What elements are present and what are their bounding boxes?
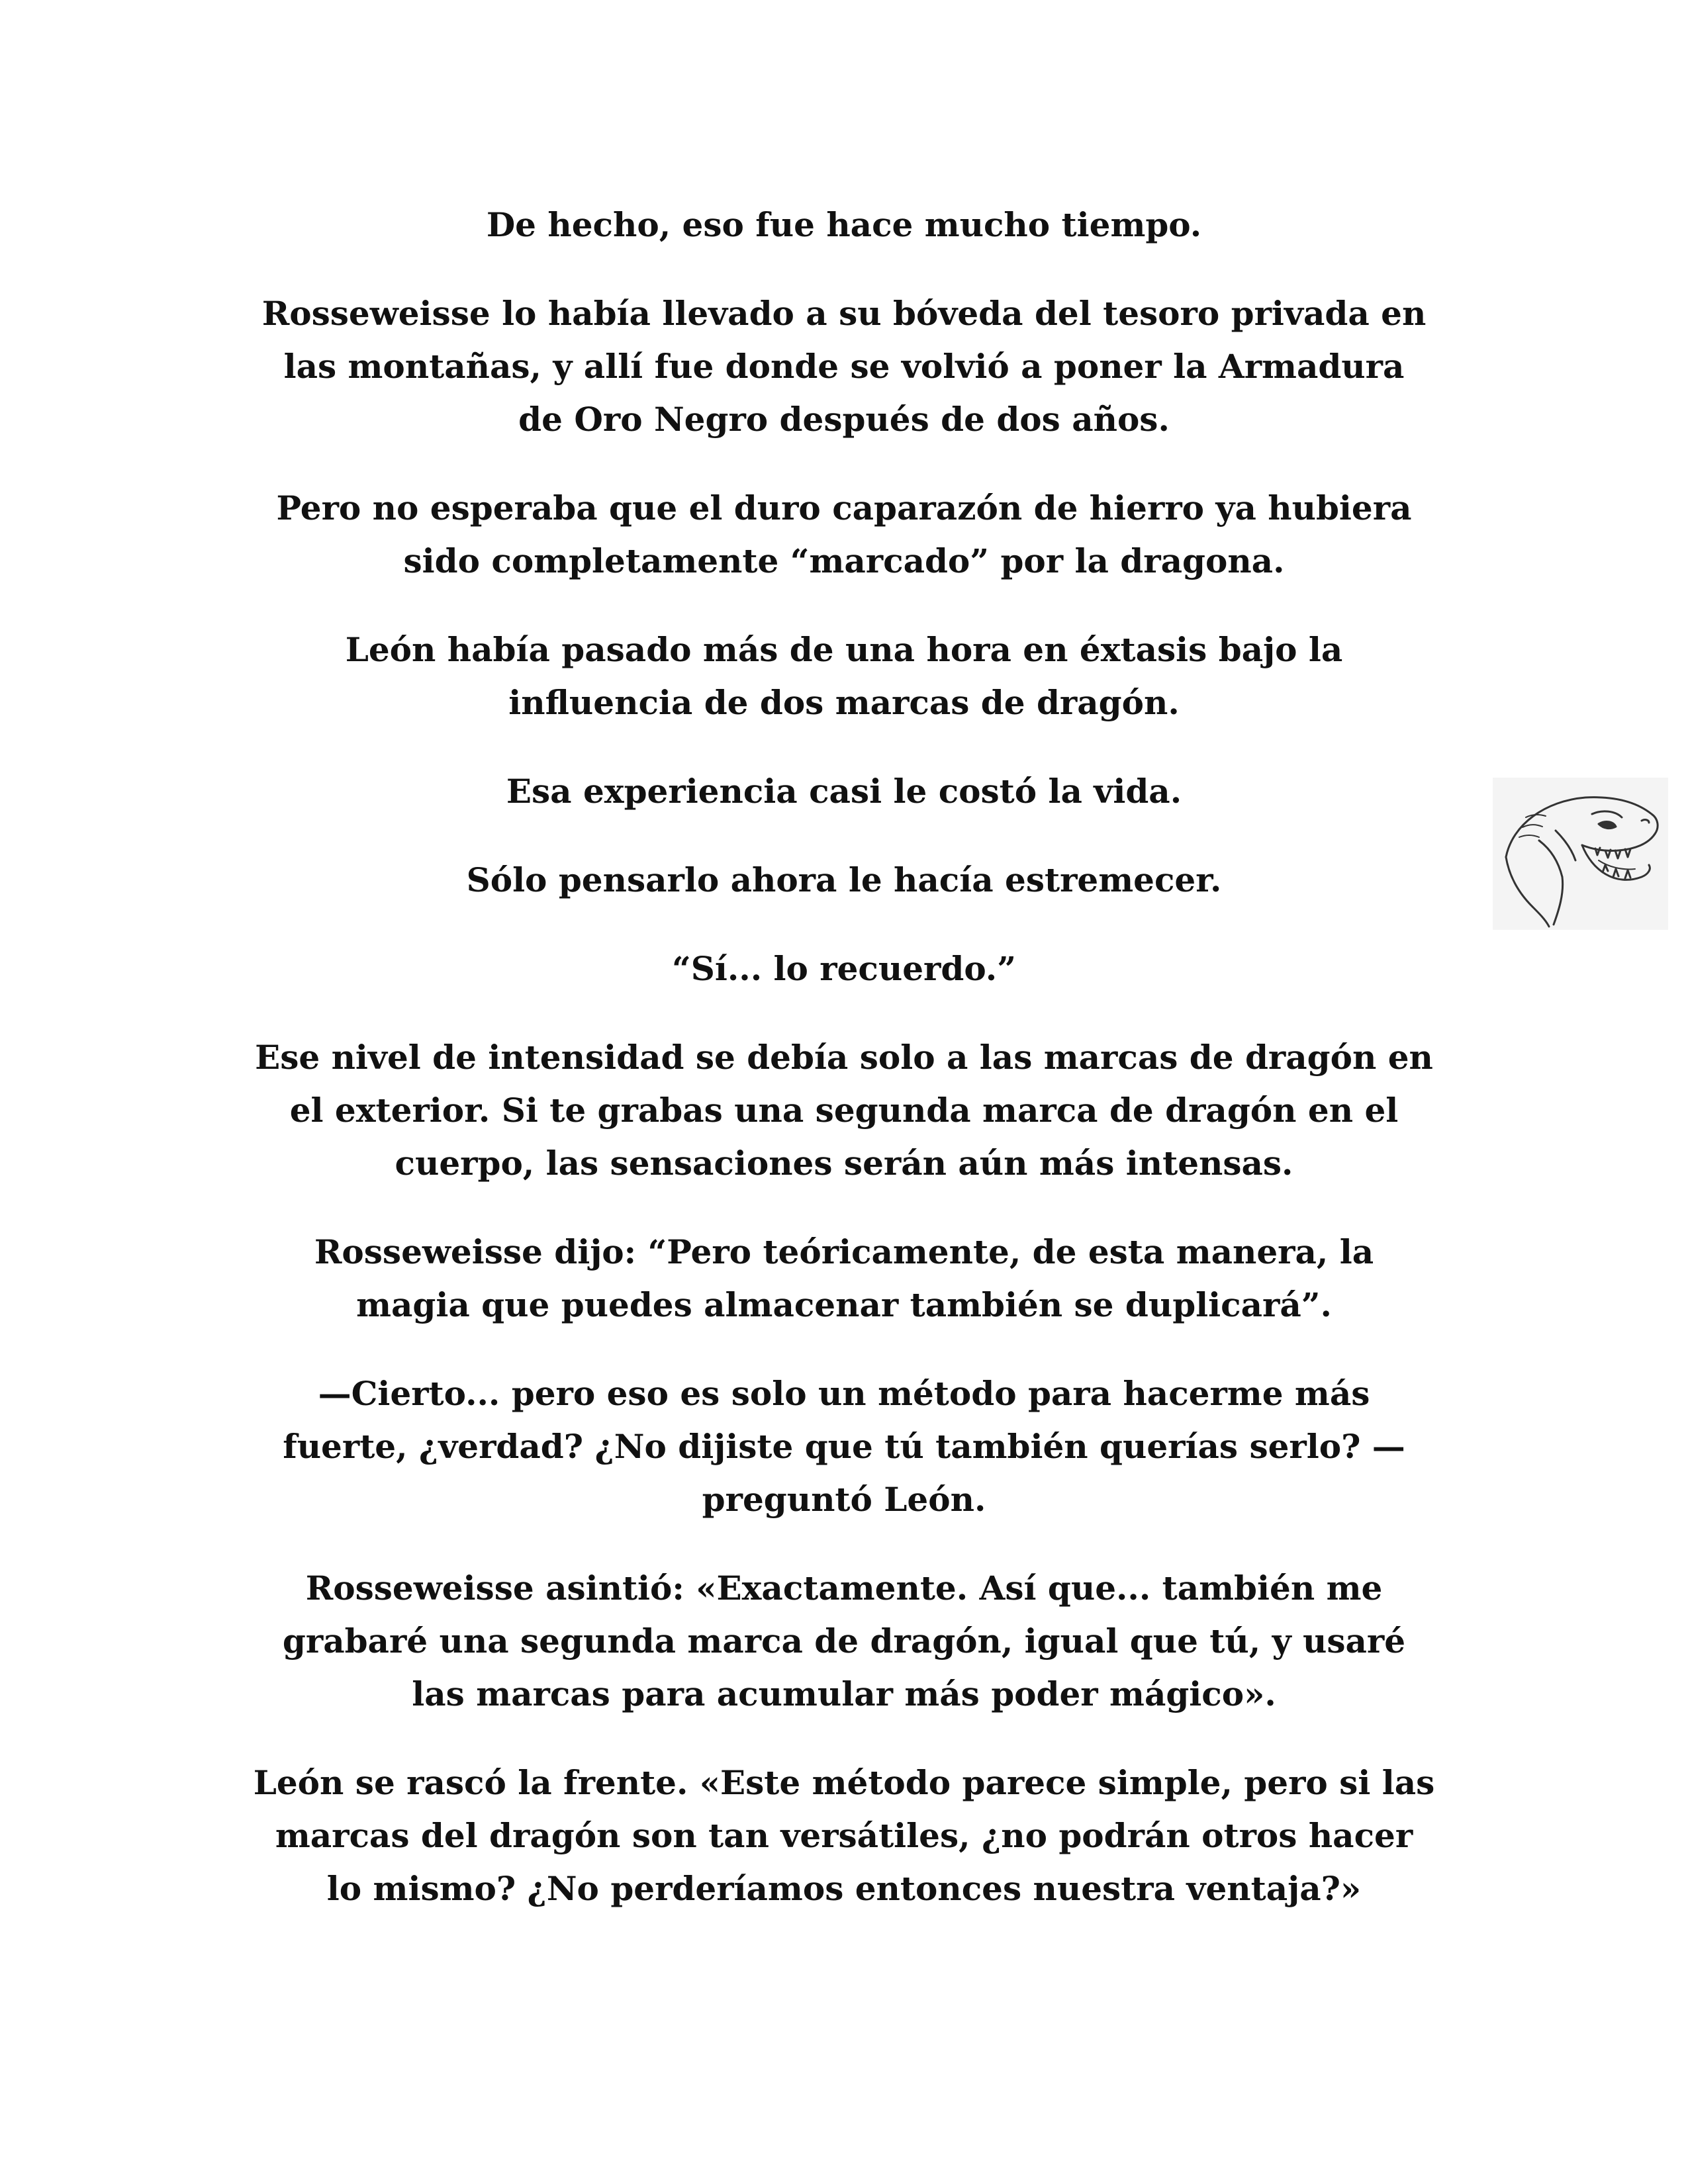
paragraph: Sólo pensarlo ahora le hacía estremecer. — [466, 860, 1222, 899]
paragraph: “Sí... lo recuerdo.” — [672, 949, 1016, 988]
paragraph: León se rascó la frente. «Este método parece simple, pero si las marcas del dragón son tan versátiles, ¿no podrán otros hacer lo mismo? ¿No perderíamos entonces nuestra ventaja?» — [253, 1763, 1435, 1908]
paragraph: León había pasado más de una hora en éxtasis bajo la influencia de dos marcas de dragón. — [345, 630, 1343, 722]
paragraph: Rosseweisse asintió: «Exactamente. Así que... también me grabaré una segunda marca de dragón, igual que tú, y usaré las marcas para acumular más poder mágico». — [282, 1569, 1406, 1713]
paragraph: Esa experiencia casi le costó la vida. — [506, 772, 1182, 811]
paragraph: Rosseweisse lo había llevado a su bóveda del tesoro privada en las montañas, y allí fue donde se volvió a poner la Armadura de Oro Negro después de dos años. — [261, 294, 1427, 439]
dragon-head-sketch-icon — [1493, 778, 1668, 930]
paragraph: Pero no esperaba que el duro caparazón de hierro ya hubiera sido completamente “marcado” por la dragona. — [276, 488, 1412, 580]
body-text — [199, 199, 1489, 1951]
paragraph: Rosseweisse dijo: “Pero teóricamente, de esta manera, la magia que puedes almacenar también se duplicará”. — [314, 1232, 1374, 1324]
paragraph: De hecho, eso fue hace mucho tiempo. — [486, 205, 1202, 244]
paragraph: —Cierto... pero eso es solo un método para hacerme más fuerte, ¿verdad? ¿No dijiste que tú también querías serlo? — preguntó León. — [283, 1374, 1405, 1519]
paragraph: Ese nivel de intensidad se debía solo a las marcas de dragón en el exterior. Si te grabas una segunda marca de dragón en el cuerpo, las sensaciones serán aún más intensas. — [255, 1038, 1433, 1183]
